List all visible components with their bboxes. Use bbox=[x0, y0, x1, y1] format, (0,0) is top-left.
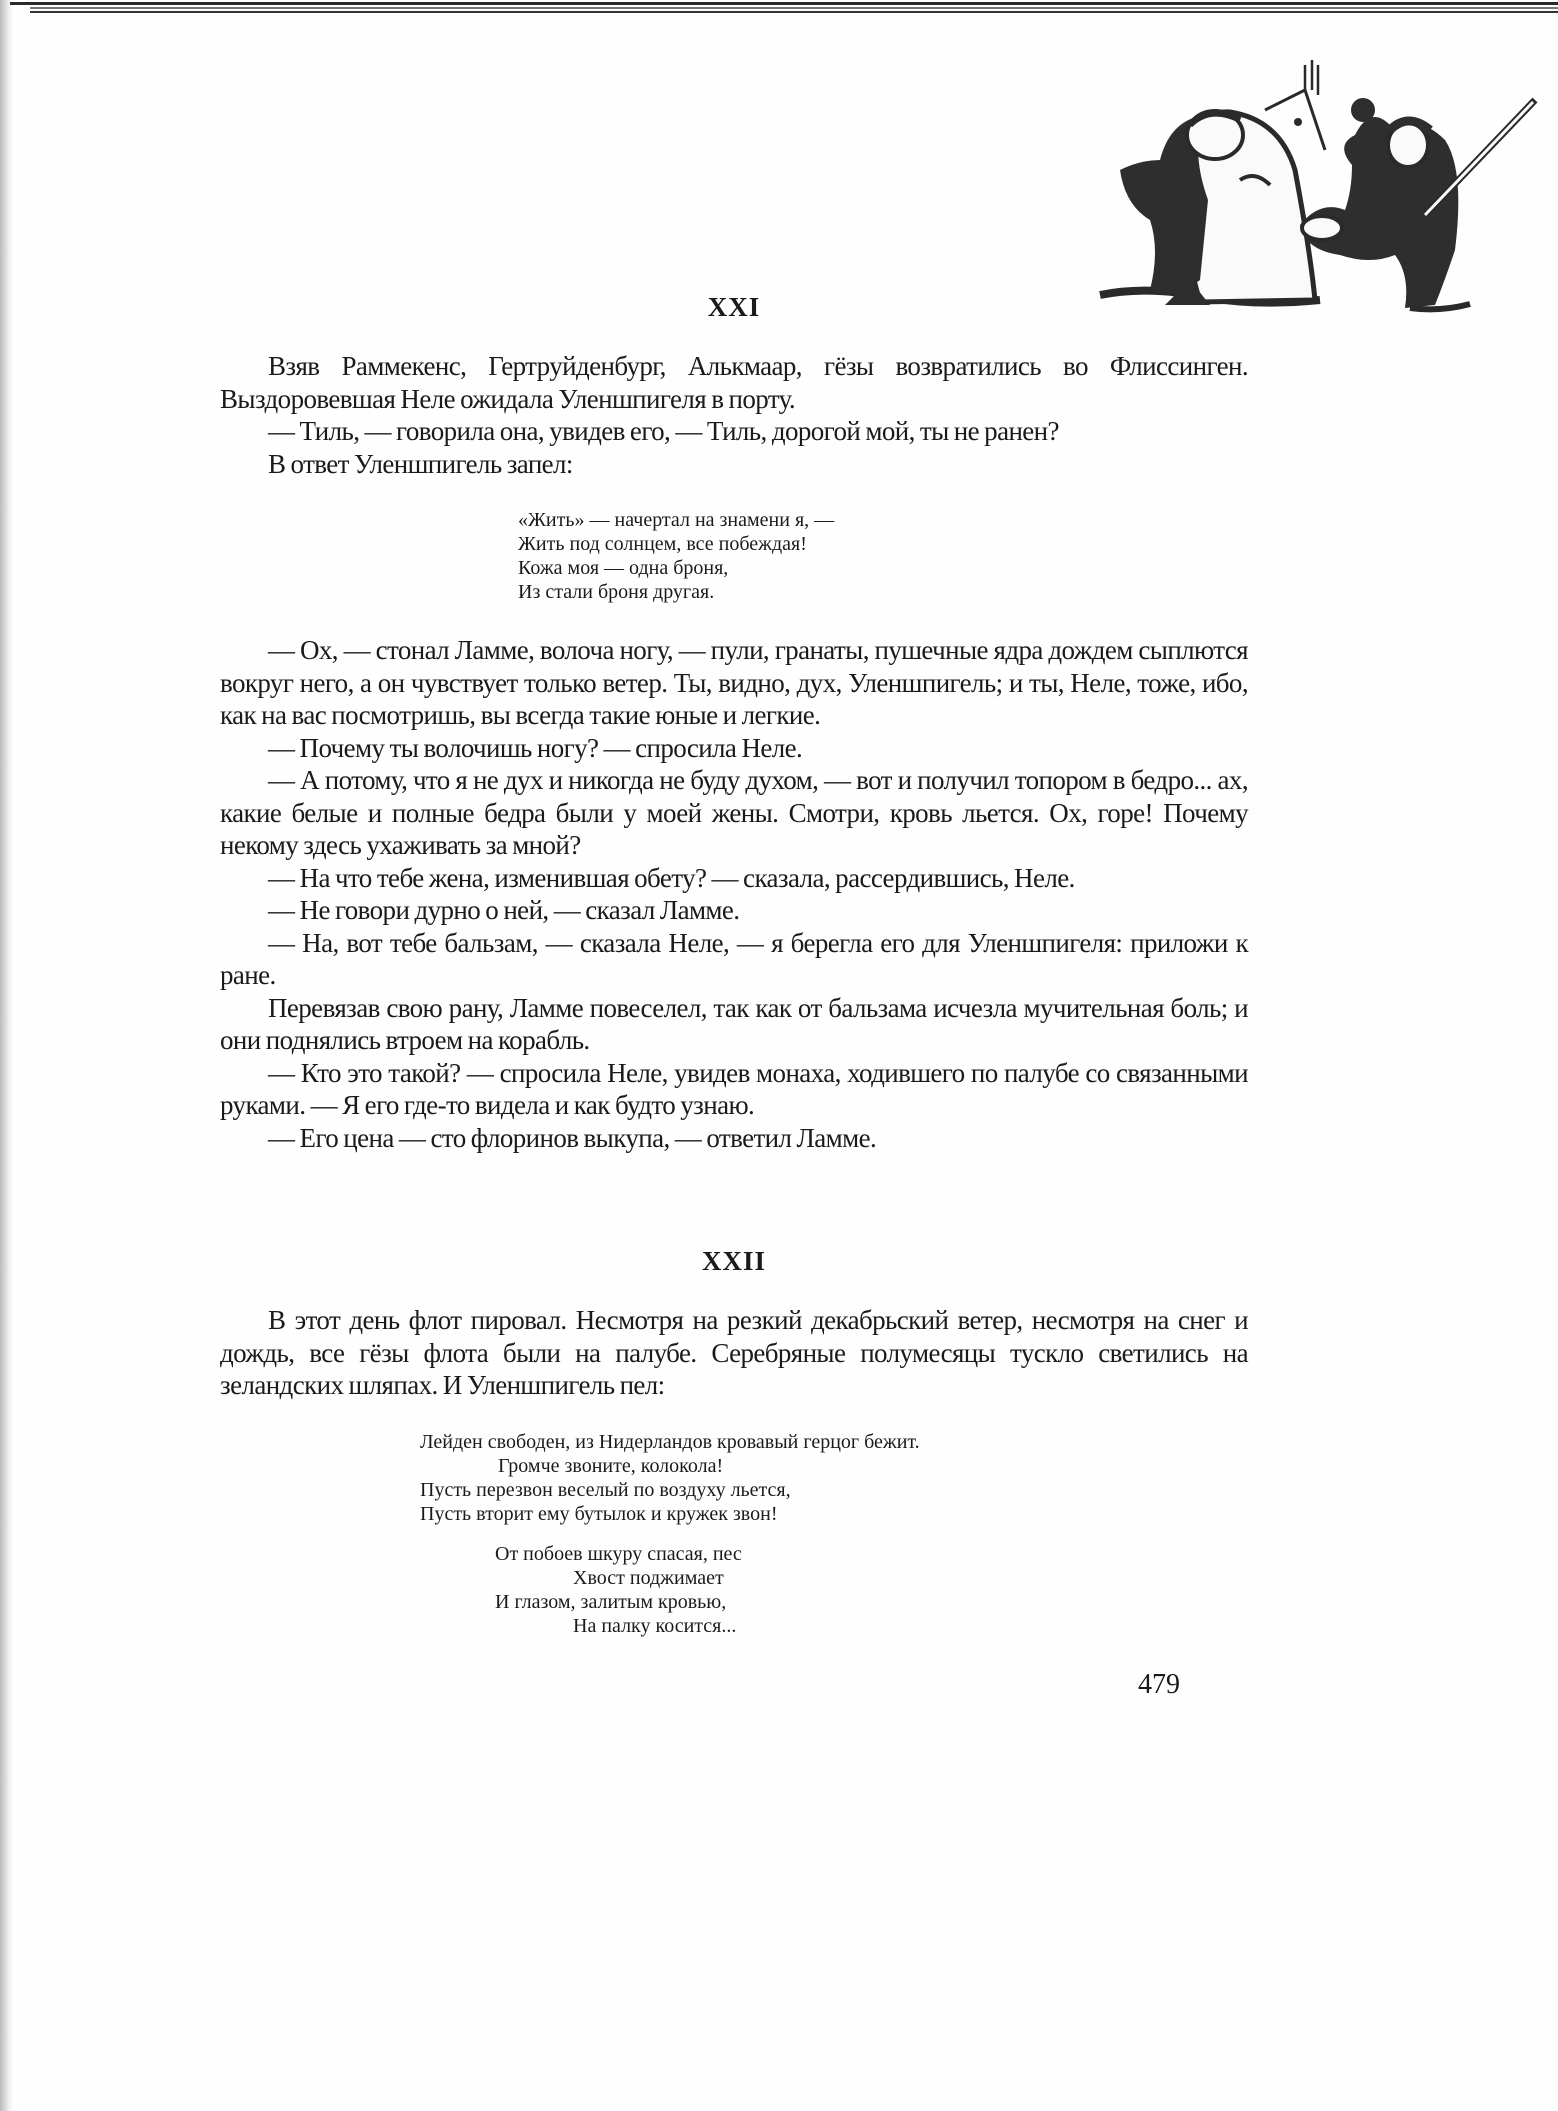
verse-line: И глазом, залитым кровью, bbox=[495, 1590, 727, 1613]
book-spine-shadow bbox=[0, 0, 14, 2111]
paragraph: В ответ Уленшпигель запел: bbox=[268, 448, 573, 479]
paragraph: — Его цена — сто флоринов выкупа, — ответил Ламме. bbox=[268, 1122, 877, 1153]
page-number: 479 bbox=[1138, 1668, 1180, 1700]
paragraph: — На что тебе жена, изменившая обету? — сказала, рассердившись, Неле. bbox=[268, 862, 1075, 893]
verse-xxii-stanza-1 bbox=[420, 1430, 1248, 1526]
chapter-xxi-opening bbox=[220, 350, 1248, 480]
verse-line: Громче звоните, колокола! bbox=[498, 1454, 724, 1477]
paragraph: — А потому, что я не дух и никогда не буду духом, — вот и получил топором в бедро... ах, какие белые и полные бедра были у моей жены. Смотри, кровь льется. Ох, горе! Почему некому здесь ухаживать за мной? bbox=[220, 765, 1248, 860]
verse-line: Жить под солнцем, все побеждая! bbox=[518, 533, 807, 555]
verse-line: От побоев шкуру спасая, пес bbox=[495, 1542, 742, 1565]
paragraph: — Тиль, — говорила она, увидев его, — Тиль, дорогой мой, ты не ранен? bbox=[268, 416, 1059, 446]
verse-line: Пусть перезвон веселый по воздуху льется, bbox=[420, 1478, 791, 1501]
paragraph: — Кто это такой? — спросила Неле, увидев монаха, ходившего по палубе со связанными руками. — Я его где-то видела и как будто узнаю. bbox=[220, 1057, 1248, 1120]
paragraph: — Не говори дурно о ней, — сказал Ламме. bbox=[268, 895, 740, 925]
paragraph: Перевязав свою рану, Ламме повеселел, так как от бальзама исчезла мучительная боль; и они поднялись втроем на корабль. bbox=[220, 992, 1248, 1055]
paragraph: — Почему ты волочишь ногу? — спросила Неле. bbox=[268, 732, 803, 763]
text-column bbox=[220, 0, 1248, 1762]
verse-line: Из стали броня другая. bbox=[518, 581, 715, 603]
paragraph: — На, вот тебе бальзам, — сказала Неле, — я берегла его для Уленшпигеля: приложи к ране. bbox=[220, 927, 1248, 990]
verse-line: Хвост поджимает bbox=[573, 1566, 724, 1589]
paragraph: Взяв Раммекенс, Гертруйденбург, Алькмаар, гёзы возвратились во Флиссинген. Выздоровевшая Неле ожидала Уленшпигеля в порту. bbox=[220, 351, 1248, 414]
verse-line: «Жить» — начертал на знамени я, — bbox=[518, 509, 835, 531]
chapter-title-xxi: XXI bbox=[707, 292, 761, 322]
verse-line: На палку косится... bbox=[573, 1614, 737, 1637]
verse-line: Пусть вторит ему бутылок и кружек звон! bbox=[420, 1502, 778, 1525]
verse-line: Кожа моя — одна броня, bbox=[518, 557, 729, 579]
chapter-title-xxii: XXII bbox=[701, 1246, 766, 1276]
paragraph: В этот день флот пировал. Несмотря на резкий декабрьский ветер, несмотря на снег и дождь, все гёзы флота были на палубе. Серебряные полумесяцы тускло светились на зеландских шляпах. И Уленшпигель пел: bbox=[220, 1305, 1248, 1400]
chapter-xxii-opening bbox=[220, 1304, 1248, 1402]
verse-line: Лейден свободен, из Нидерландов кровавый герцог бежит. bbox=[420, 1430, 920, 1453]
chapter-xxi-dialogue bbox=[220, 634, 1248, 1154]
verse-xxi bbox=[518, 508, 1248, 604]
paragraph: — Ох, — стонал Ламме, волоча ногу, — пули, гранаты, пушечные ядра дождем сыплются вокруг него, а он чувствует только ветер. Ты, видно, дух, Уленшпигель; и ты, Неле, тоже, ибо, как на вас посмотришь, вы всегда такие юные и легкие. bbox=[220, 635, 1248, 730]
verse-xxii-stanza-2 bbox=[495, 1542, 1248, 1638]
